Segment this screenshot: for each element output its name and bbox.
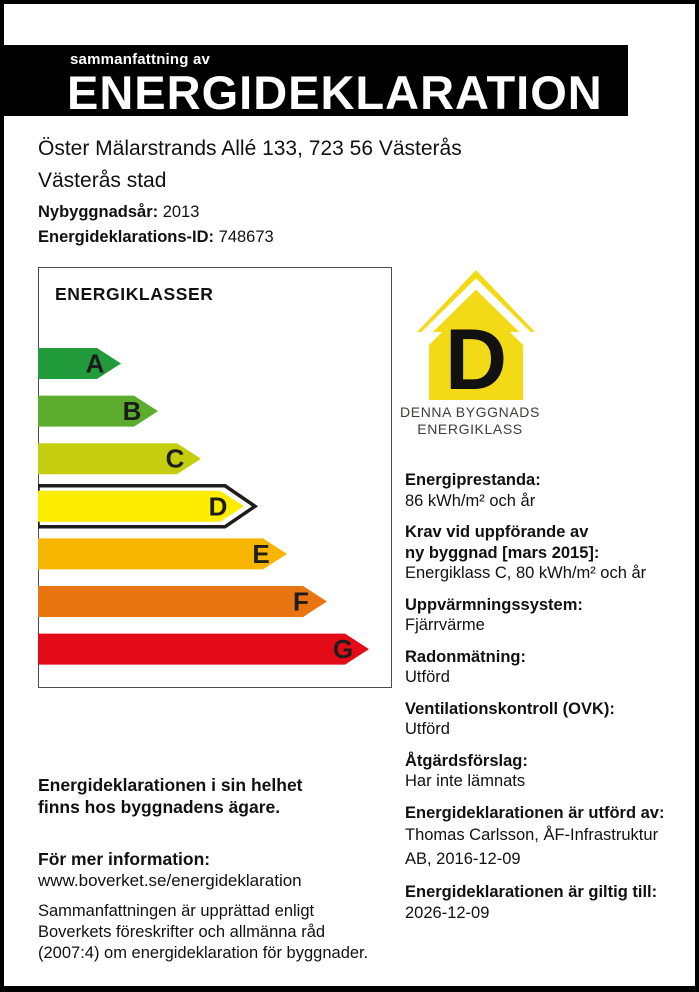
address-line-1: Öster Mälarstrands Allé 133, 723 56 Västerås [38,137,462,160]
energy-class-badge [370,264,570,438]
detail-group [405,470,693,511]
detail-label: Åtgärdsförslag: [405,751,528,770]
more-info-label: För mer information: [38,849,211,869]
detail-value: AB, 2016-12-09 [405,850,521,868]
badge-caption [370,404,570,438]
meta-label: Energideklarations-ID: [38,228,215,246]
legal-line-3: (2007:4) om energideklaration för byggnader. [38,944,369,962]
legal-line-2: Boverkets föreskrifter och allmänna råd [38,923,326,941]
energy-class-arrow-g [38,634,369,665]
energy-class-arrow-f [38,586,327,617]
detail-group [405,803,693,872]
detail-label: Ventilationskontroll (OVK): [405,699,615,718]
energy-class-letter-c: C [165,443,185,474]
detail-label: Uppvärmningssystem: [405,595,583,614]
badge-letter: D [444,312,507,401]
energy-class-arrows [38,268,390,685]
energy-class-letter-g: G [332,634,354,665]
energy-class-arrow-e [38,538,287,569]
detail-label: Radonmätning: [405,647,526,666]
meta-row-build-year [38,200,274,225]
meta-value: 748673 [218,228,274,246]
energy-class-arrow-a [38,348,121,379]
energy-class-letter-e: E [252,538,270,569]
meta-block [38,200,274,250]
detail-group [405,699,693,740]
legal-line-1: Sammanfattningen är upprättad enligt [38,902,315,920]
legal-note [38,901,368,964]
energy-class-letter-b: B [122,396,142,427]
detail-group [405,647,693,688]
detail-group [405,522,693,584]
house-icon [403,264,538,401]
address-line-2: Västerås stad [38,169,167,192]
detail-label: Energiprestanda: [405,471,541,489]
meta-label: Nybyggnadsår: [38,203,159,221]
energy-class-letter-a: A [85,348,105,379]
detail-value: Har inte lämnats [405,772,526,790]
detail-group [405,751,693,792]
energy-class-chart [38,267,392,688]
detail-label: Energideklarationen är giltig till: [405,883,658,901]
detail-label: ny byggnad [mars 2015]: [405,543,600,562]
energy-class-letter-d: D [208,491,228,522]
detail-value: Utförd [405,720,450,738]
badge-caption-line-2: ENERGIKLASS [417,421,523,437]
more-info-url: www.boverket.se/energideklaration [38,871,302,890]
page-title: ENERGIDEKLARATION [67,66,603,119]
detail-value: 2026-12-09 [405,903,490,922]
more-info-block [38,849,302,891]
meta-value: 2013 [162,203,200,221]
details-column [405,470,693,934]
detail-value: Fjärrvärme [405,616,485,634]
chart-title: ENERGIKLASSER [55,284,214,304]
detail-label: Krav vid uppförande av [405,523,589,541]
detail-group [405,595,693,636]
owner-note-line-2: finns hos byggnadens ägare. [38,797,281,817]
badge-caption-line-1: DENNA BYGGNADS [400,404,540,420]
meta-row-declaration-id [38,225,274,250]
header-band [4,45,628,119]
address-block [38,133,462,197]
detail-value: 86 kWh/m² och år [405,491,536,510]
detail-label: Energideklarationen är utförd av: [405,803,665,822]
energy-class-letter-f: F [293,586,309,617]
header-kicker: sammanfattning av [70,51,211,68]
owner-note-line-1: Energideklarationen i sin helhet [38,775,303,795]
detail-value: Utförd [405,668,450,686]
document-page [4,4,695,986]
detail-value: Thomas Carlsson, ÅF-Infrastruktur [405,826,659,844]
detail-value: Energiklass C, 80 kWh/m² och år [405,564,647,582]
detail-group [405,882,693,923]
owner-note [38,774,303,818]
